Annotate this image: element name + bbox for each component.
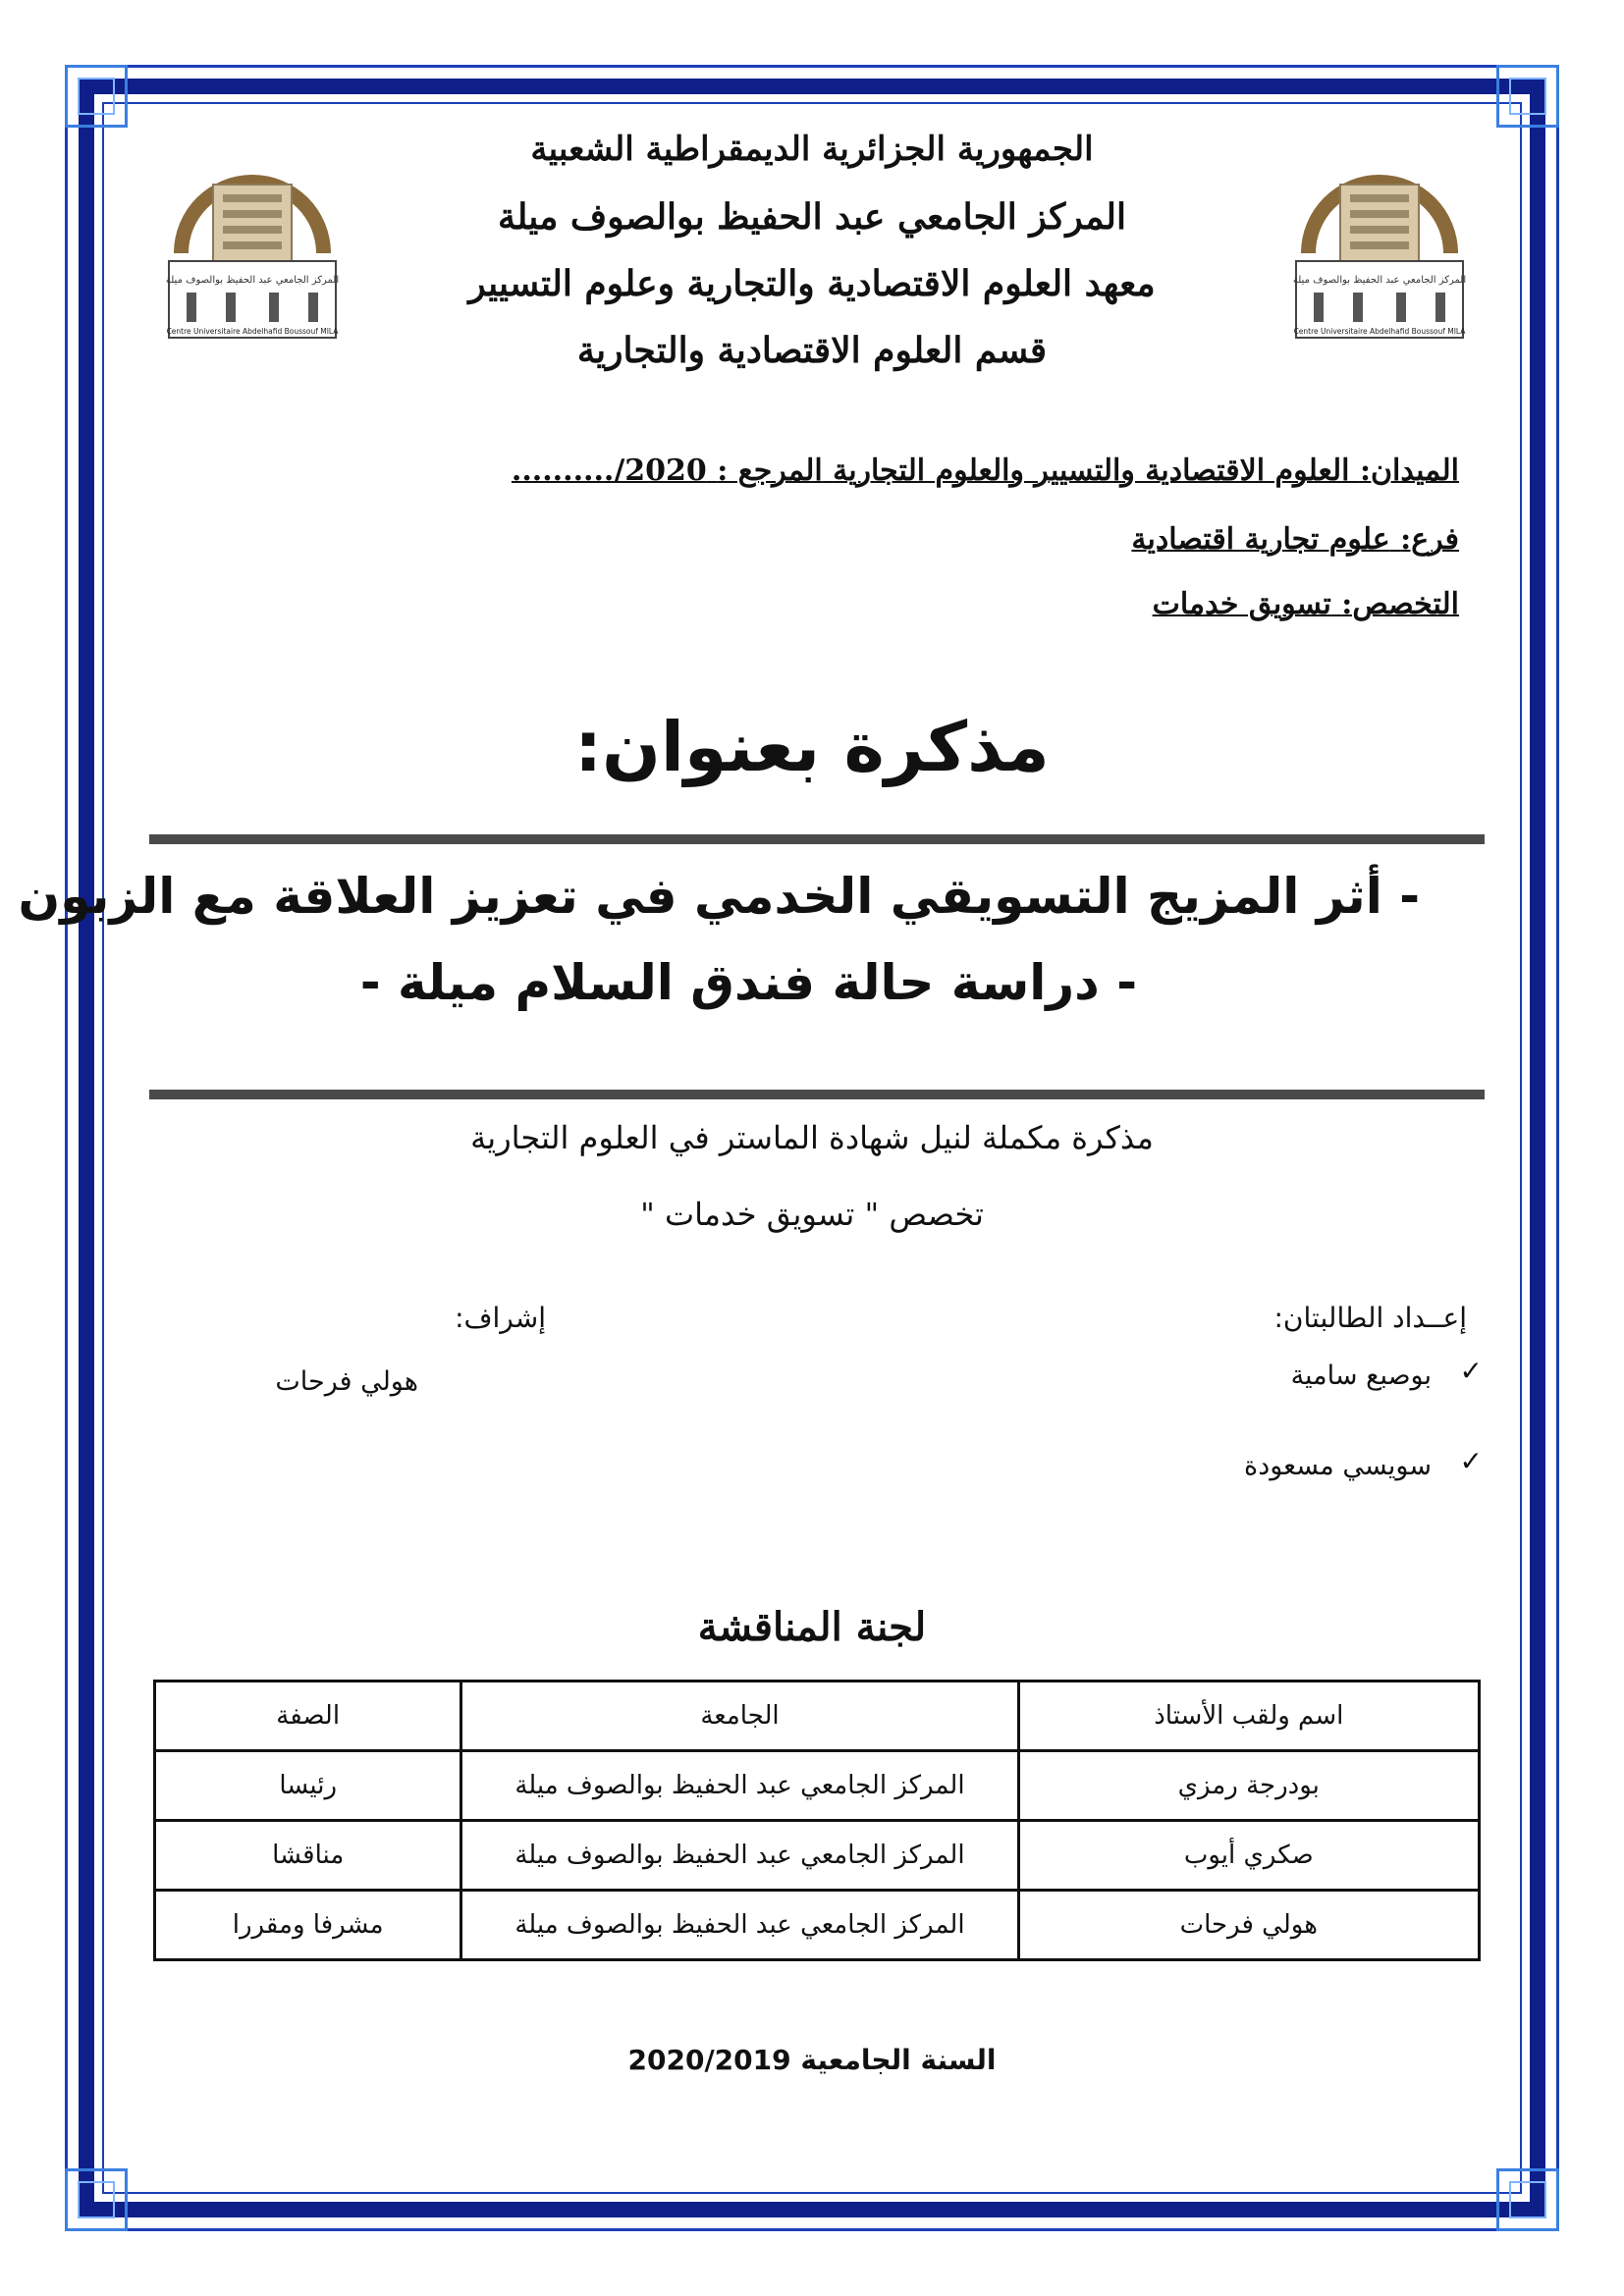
header-republic: الجمهورية الجزائرية الديمقراطية الشعبية <box>530 130 1094 169</box>
table-row <box>155 1751 1480 1821</box>
memo-specialty: تخصص " تسويق خدمات " <box>640 1196 984 1233</box>
thesis-title-line2: - دراسة حالة فندق السلام ميلة - <box>359 954 1137 1011</box>
meta-branch-value: علوم تجارية اقتصادية <box>1131 522 1390 557</box>
meta-specialty-label: التخصص: <box>1341 587 1459 621</box>
title-rule-bottom <box>149 1090 1485 1099</box>
header-university: المركز الجامعي عبد الحفيظ بوالصوف ميلة <box>498 196 1126 238</box>
academic-year: السنة الجامعية 2020/2019 <box>627 2044 997 2076</box>
svg-text:المركز الجامعي عبد الحفيظ بوال: المركز الجامعي عبد الحفيظ بوالصوف ميلة <box>165 275 340 286</box>
member-university: المركز الجامعي عبد الحفيظ بوالصوف ميلة <box>461 1821 1018 1891</box>
member-role: مناقشا <box>155 1821 461 1891</box>
students-label: إعــداد الطالبتان: <box>1273 1302 1467 1334</box>
frame-corner-bottom-left <box>65 2168 128 2231</box>
header-department: قسم العلوم الاقتصادية والتجارية <box>576 330 1048 371</box>
check-icon: ✓ <box>1459 1445 1483 1477</box>
member-name: صكري أيوب <box>1018 1821 1479 1891</box>
student-name-2: سويسي مسعودة <box>1244 1451 1432 1481</box>
meta-specialty-line <box>1153 587 1459 621</box>
table-row <box>155 1821 1480 1891</box>
university-logo-left <box>159 145 346 342</box>
frame-corner-top-right <box>1496 65 1559 128</box>
table-header-row <box>155 1682 1480 1751</box>
logo-caption-right: Centre Universitaire Abdelhafid Boussouf MILA <box>1293 327 1466 336</box>
header-university: الجامعة <box>461 1682 1018 1751</box>
check-icon: ✓ <box>1459 1355 1483 1387</box>
table-row <box>155 1891 1480 1960</box>
header-role: الصفة <box>155 1682 461 1751</box>
member-name: هولي فرحات <box>1018 1891 1479 1960</box>
meta-branch-line <box>1131 522 1459 557</box>
meta-reference-value: ........../2020 <box>511 454 707 488</box>
student-name-1: بوصبع سامية <box>1290 1361 1432 1391</box>
meta-branch-label: فرع: <box>1400 522 1459 557</box>
meta-field-label: الميدان: <box>1359 454 1459 488</box>
committee-table <box>153 1680 1481 1961</box>
svg-text:المركز الجامعي عبد الحفيظ بوال: المركز الجامعي عبد الحفيظ بوالصوف ميلة <box>1292 275 1467 286</box>
memo-heading: مذكرة بعنوان: <box>574 707 1050 787</box>
title-rule-top <box>149 834 1485 844</box>
member-role: مشرفا ومقررا <box>155 1891 461 1960</box>
memo-purpose: مذكرة مكملة لنيل شهادة الماستر في العلوم التجارية <box>470 1119 1154 1156</box>
frame-corner-bottom-right <box>1496 2168 1559 2231</box>
header-institute: معهد العلوم الاقتصادية والتجارية وعلوم التسيير <box>468 263 1156 304</box>
header-name: اسم ولقب الأستاذ <box>1018 1682 1479 1751</box>
member-university: المركز الجامعي عبد الحفيظ بوالصوف ميلة <box>461 1891 1018 1960</box>
meta-field-value: العلوم الاقتصادية والتسيير والعلوم التجارية <box>833 454 1350 488</box>
logo-caption-left: Centre Universitaire Abdelhafid Boussouf MILA <box>166 327 339 336</box>
thesis-title-line1: - أثر المزيج التسويقي الخدمي في تعزيز العلاقة مع الزبون <box>18 868 1420 925</box>
meta-reference-label: المرجع : <box>717 454 823 488</box>
frame-corner-top-left <box>65 65 128 128</box>
meta-specialty-value: تسويق خدمات <box>1152 587 1331 621</box>
supervisor-name: هولي فرحات <box>275 1366 418 1397</box>
member-university: المركز الجامعي عبد الحفيظ بوالصوف ميلة <box>461 1751 1018 1821</box>
member-role: رئيسا <box>155 1751 461 1821</box>
member-name: بودرجة رمزي <box>1018 1751 1479 1821</box>
university-logo-right <box>1286 145 1473 342</box>
supervisor-label: إشراف: <box>455 1302 546 1334</box>
meta-field-line <box>512 454 1459 488</box>
committee-title: لجنة المناقشة <box>697 1604 927 1650</box>
